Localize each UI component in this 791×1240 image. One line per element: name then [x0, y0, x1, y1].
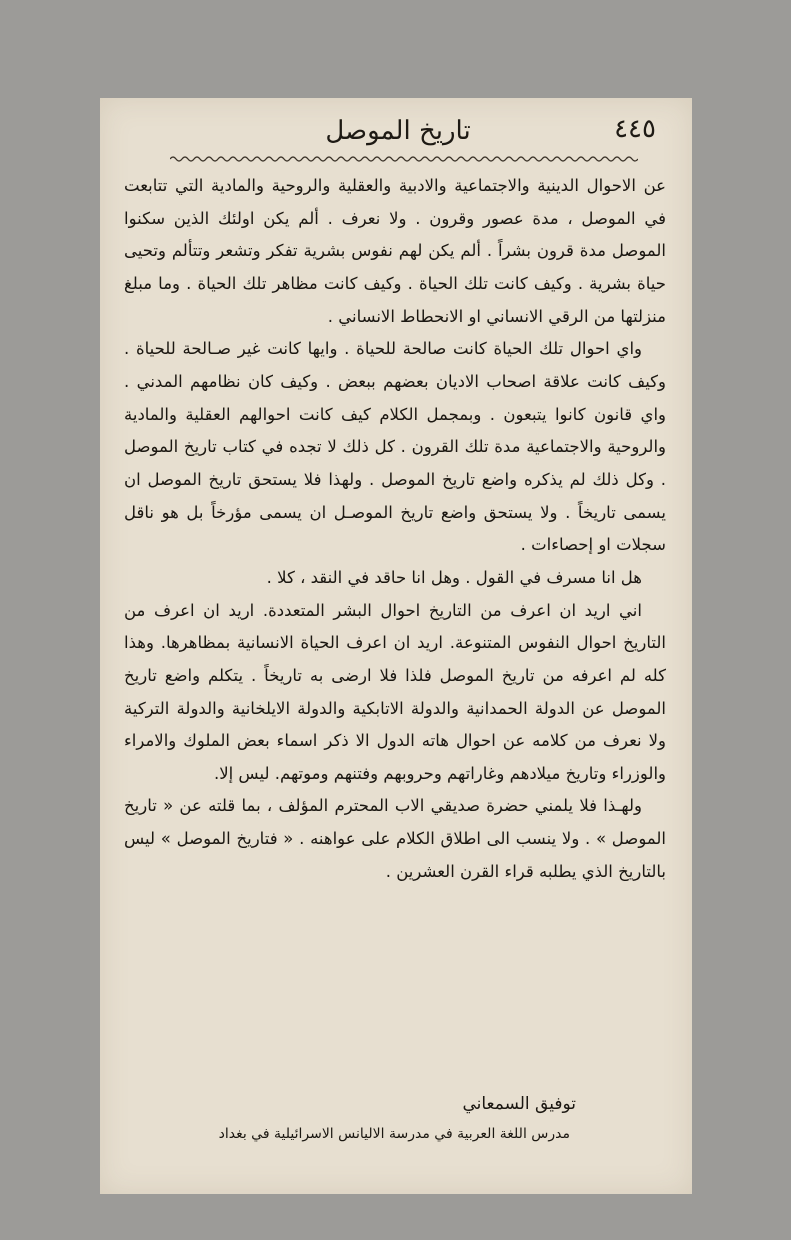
paragraph: ولهـذا فلا يلمني حضرة صديقي الاب المحترم المؤلف ، بما قلته عن « تاريخ الموصل » . ولا ينسب الى اطلاق الكلام على عواهنه . « فتاريخ الموصل » ليس بالتاريخ الذي يطلبه قراء القرن العشرين . — [124, 796, 666, 881]
page-number: ٤٤٥ — [614, 114, 656, 144]
author-affiliation: مدرس اللغة العربية في مدرسة الاليانس الاسرائيلية في بغداد — [218, 1126, 570, 1142]
wavy-divider — [170, 154, 638, 164]
page-header — [140, 112, 656, 152]
paragraph: اني اريد ان اعرف من التاريخ احوال البشر المتعددة. اريد ان اعرف من التاريخ احوال النفوس المتنوعة. اريد ان اعرف الحياة الانسانية بمظاهرها. وهذا كله لم اعرفه من تاريخ الموصل فلذا فلا ارضى به تاريخاً . يتكلم واضع تاريخ الموصل عن الدولة الحمدانية والدولة الاتابكية والدولة الايلخانية والدولة التركية ولا نعرف من كلامه عن احوال هاته الدول الا ذكر اسماء بعض الملوك والامراء والوزراء وتاريخ ميلادهم وغاراتهم وحروبهم وفتنهم وموتهم. ليس إلا. — [124, 600, 666, 783]
body-text — [124, 170, 666, 888]
paragraph: واي احوال تلك الحياة كانت صالحة للحياة . وايها كانت غير صـالحة للحياة . وكيف كانت علاقة اصحاب الاديان بعضهم ببعض . وكيف كان نظامهم المدني . واي قانون كانوا يتبعون . وبمجمل الكلام كيف كانت احوالهم العقلية والمادية والروحية والاجتماعية مدة تلك القرون . كل ذلك لا تجده في كتاب تاريخ الموصل . وكل ذلك لم يذكره واضع تاريخ الموصل . ولهذا فلا يستحق تاريخ الموصل ان يسمى تاريخاً . ولا يستحق واضع تاريخ الموصـل ان يسمى مؤرخاً بل هو ناقل سجلات او إحصاءات . — [124, 339, 666, 555]
paragraph: عن الاحوال الدينية والاجتماعية والادبية والعقلية والروحية والمادية التي تتابعت في الموصل ، مدة عصور وقرون . ولا نعرف . ألم يكن اولئك الذين سكنوا الموصل مدة قرون بشراً . ألم يكن لهم نفوس بشرية تفكر وتشعر وتتألم وتحيى حياة بشرية . وكيف كانت تلك الحياة . وكيف كانت مظاهر تلك الحياة . وما مبلغ منزلتها من الرقي الانساني او الانحطاط الانساني . — [124, 176, 666, 326]
book-page — [100, 98, 692, 1194]
paragraph: هل انا مسرف في القول . وهل انا حاقد في النقد ، كلا . — [266, 567, 642, 587]
author-name: توفيق السمعاني — [462, 1094, 576, 1114]
running-title: تاريخ الموصل — [325, 116, 471, 146]
